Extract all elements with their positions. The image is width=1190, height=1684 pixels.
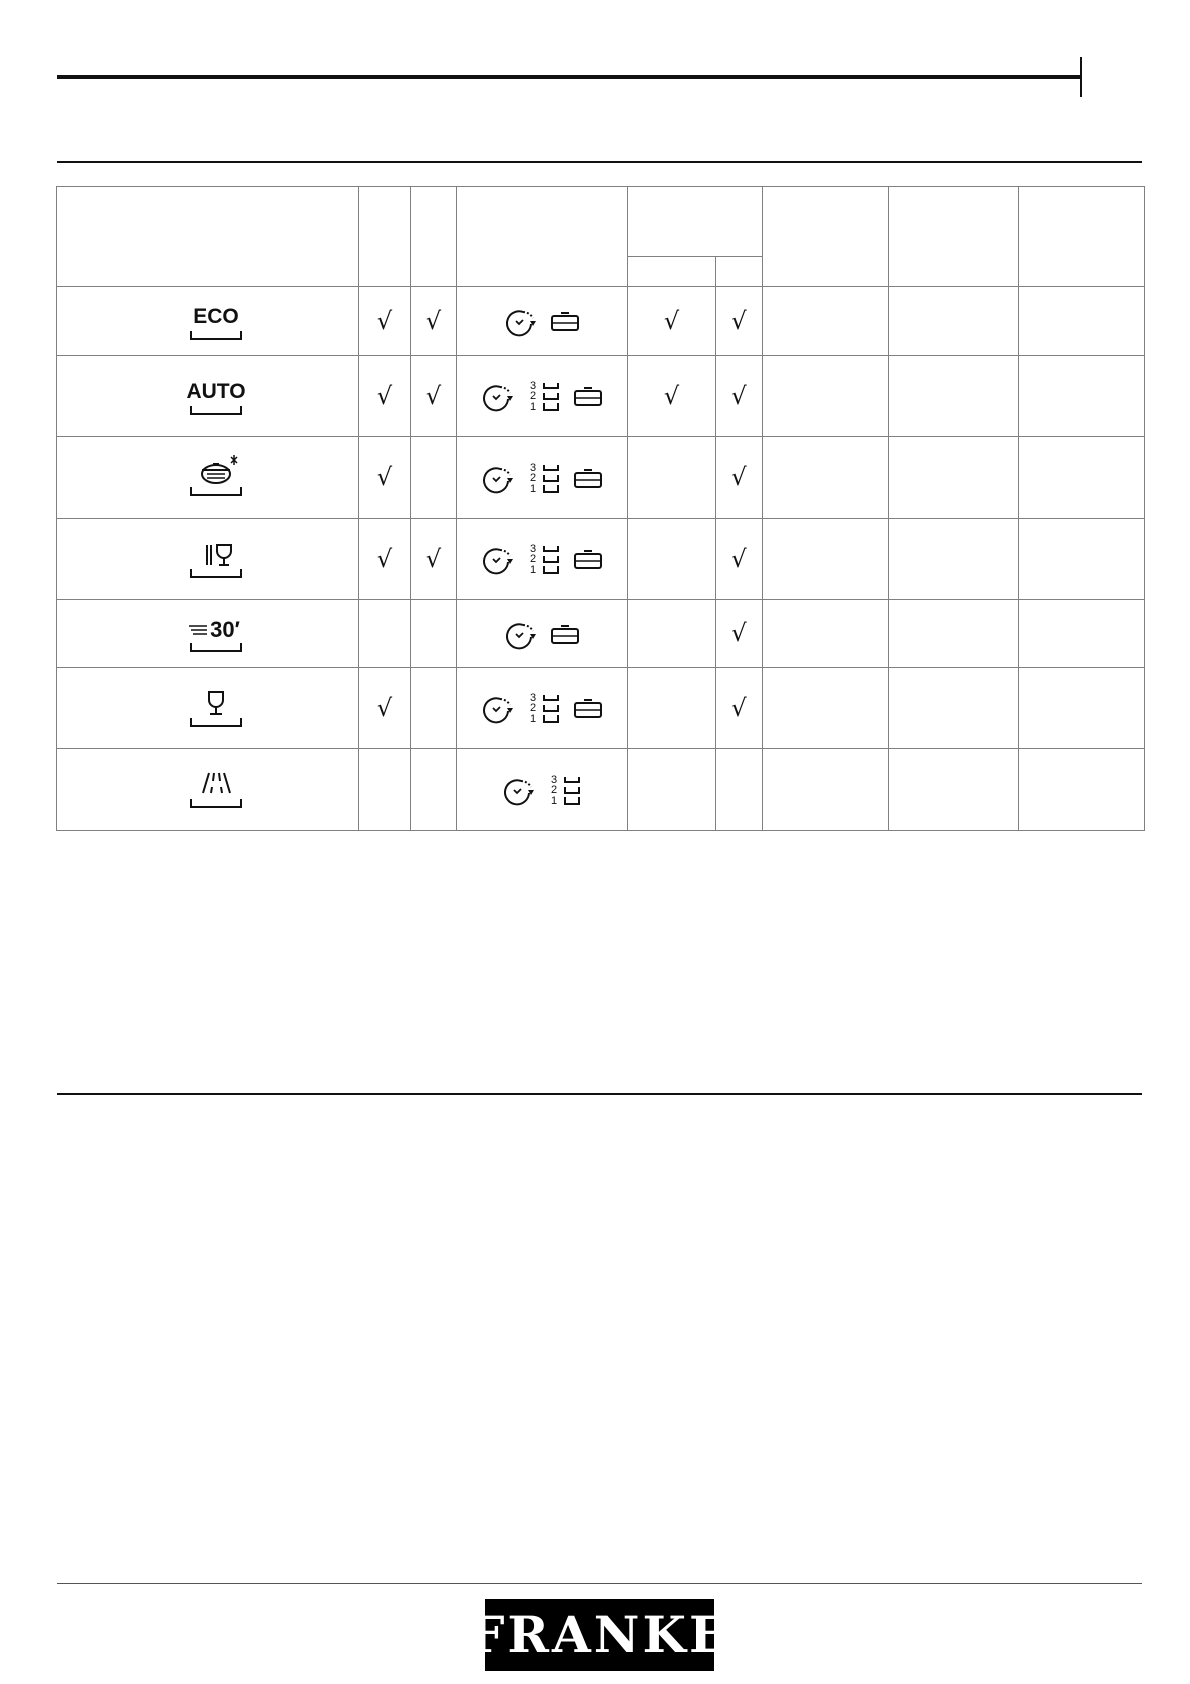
zone-number: 2 — [529, 390, 537, 402]
group-b-cell — [716, 668, 763, 749]
group-a-cell — [628, 668, 716, 749]
col5-cell — [763, 600, 889, 668]
option-col1-cell — [359, 600, 411, 668]
glass-program-icon — [187, 684, 245, 728]
delay-start-icon — [480, 542, 516, 576]
tablet-icon — [549, 621, 581, 647]
option-col2-cell — [411, 668, 457, 749]
header-rule-tick — [1080, 57, 1082, 97]
group-a-cell — [628, 287, 716, 356]
option-col1-cell — [359, 287, 411, 356]
zone-wash-icon — [526, 541, 562, 577]
header-col2 — [411, 187, 457, 287]
zone-number: 1 — [529, 713, 537, 725]
program-table — [56, 186, 1145, 831]
check-mark: √ — [376, 463, 393, 491]
check-mark: √ — [731, 693, 747, 722]
header-group-a — [628, 257, 716, 287]
options-cell — [457, 749, 628, 831]
options-cell — [457, 356, 628, 437]
option-col2-cell — [411, 437, 457, 519]
tablet-icon — [572, 546, 604, 572]
header-program — [57, 187, 359, 287]
group-b-cell — [716, 356, 763, 437]
zone-number: 2 — [529, 553, 537, 565]
header-col5 — [763, 187, 889, 287]
group-a-cell — [628, 519, 716, 600]
option-col2-cell — [411, 287, 457, 356]
check-mark: √ — [376, 306, 393, 335]
options-cell — [457, 600, 628, 668]
check-mark: √ — [731, 544, 747, 573]
zone-number: 2 — [550, 783, 558, 796]
program-icon-wrap — [187, 684, 245, 733]
col5-cell — [763, 437, 889, 519]
zone-number: 2 — [529, 471, 537, 484]
prewash-icon — [187, 765, 245, 809]
col6-cell — [889, 668, 1019, 749]
check-mark: √ — [376, 544, 393, 573]
group-b-cell — [716, 437, 763, 519]
header-col1 — [359, 187, 411, 287]
zone-number: 1 — [529, 564, 537, 576]
zone-wash-icon — [526, 378, 562, 414]
header-options — [457, 187, 628, 287]
delay-start-icon — [503, 304, 539, 338]
check-mark: √ — [731, 306, 747, 335]
delay-start-icon — [501, 773, 537, 807]
col5-cell — [763, 519, 889, 600]
option-col1-cell — [359, 519, 411, 600]
col6-cell — [889, 519, 1019, 600]
zone-number: 3 — [550, 773, 558, 786]
option-col2-cell — [411, 356, 457, 437]
col7-cell — [1019, 749, 1145, 831]
col6-cell — [889, 356, 1019, 437]
options-cell — [457, 668, 628, 749]
check-mark: √ — [731, 381, 747, 410]
zone-wash-icon — [547, 772, 583, 808]
mixed-load-icon — [187, 535, 245, 579]
group-b-cell — [716, 749, 763, 831]
program-cell — [57, 749, 359, 831]
options-cell — [457, 519, 628, 600]
table-row — [57, 749, 1145, 831]
program-icon-wrap — [187, 453, 245, 502]
footer-rule — [57, 1583, 1142, 1584]
zone-number: 3 — [529, 692, 537, 704]
group-b-cell — [716, 600, 763, 668]
col7-cell — [1019, 287, 1145, 356]
option-col2-cell — [411, 519, 457, 600]
quick-wash-icon — [187, 609, 245, 653]
zone-number: 1 — [529, 401, 537, 413]
table-row — [57, 437, 1145, 519]
section-rule-top — [57, 161, 1142, 163]
brand-name: FRANKE — [468, 1605, 731, 1664]
col6-cell — [889, 437, 1019, 519]
delay-start-icon — [503, 617, 539, 651]
tablet-icon — [572, 383, 604, 409]
col5-cell — [763, 749, 889, 831]
program-cell — [57, 437, 359, 519]
option-col1-cell — [359, 668, 411, 749]
group-b-cell — [716, 519, 763, 600]
check-mark: √ — [425, 544, 442, 573]
group-a-cell — [628, 437, 716, 519]
check-mark: √ — [731, 619, 747, 647]
tablet-icon — [572, 465, 604, 491]
col5-cell — [763, 287, 889, 356]
col6-cell — [889, 600, 1019, 668]
zone-number: 2 — [529, 702, 537, 714]
check-mark: √ — [376, 693, 393, 722]
check-mark: √ — [425, 381, 442, 410]
delay-start-icon — [480, 379, 516, 413]
program-label: 30′ — [210, 617, 240, 642]
header-group-b — [716, 257, 763, 287]
option-col1-cell — [359, 749, 411, 831]
col5-cell — [763, 668, 889, 749]
table-row — [57, 519, 1145, 600]
auto-program-icon — [187, 372, 245, 416]
program-cell — [57, 600, 359, 668]
col7-cell — [1019, 600, 1145, 668]
zone-number: 1 — [550, 794, 558, 807]
program-cell — [57, 287, 359, 356]
tablet-icon — [549, 308, 581, 334]
check-mark: √ — [376, 381, 393, 410]
option-col1-cell — [359, 437, 411, 519]
header-rule — [57, 75, 1082, 79]
zone-wash-icon — [526, 690, 562, 726]
options-cell — [457, 287, 628, 356]
header-group — [628, 187, 763, 257]
table-row — [57, 600, 1145, 668]
zone-wash-icon — [526, 460, 562, 496]
program-icon-wrap — [187, 372, 245, 421]
section-rule-bottom — [57, 1093, 1142, 1095]
program-icon-wrap — [187, 609, 245, 658]
option-col2-cell — [411, 749, 457, 831]
program-label: ECO — [193, 304, 239, 328]
zone-number: 3 — [529, 543, 537, 555]
eco-program-icon — [187, 297, 245, 341]
col5-cell — [763, 356, 889, 437]
check-mark: √ — [425, 306, 442, 335]
group-a-cell — [628, 600, 716, 668]
zone-number: 3 — [529, 380, 537, 392]
group-b-cell — [716, 287, 763, 356]
col7-cell — [1019, 356, 1145, 437]
col7-cell — [1019, 668, 1145, 749]
col6-cell — [889, 749, 1019, 831]
options-cell — [457, 437, 628, 519]
header-col7 — [1019, 187, 1145, 287]
option-col2-cell — [411, 600, 457, 668]
intensive-pot-icon — [187, 453, 245, 497]
program-icon-wrap — [187, 765, 245, 814]
group-a-cell — [628, 749, 716, 831]
col7-cell — [1019, 519, 1145, 600]
delay-start-icon — [480, 691, 516, 725]
check-mark: √ — [731, 463, 747, 491]
program-cell — [57, 519, 359, 600]
table-row — [57, 668, 1145, 749]
program-label: AUTO — [187, 379, 245, 403]
program-icon-wrap — [187, 535, 245, 584]
col7-cell — [1019, 437, 1145, 519]
franke-logo — [468, 1599, 731, 1671]
program-cell — [57, 668, 359, 749]
check-mark: √ — [663, 381, 680, 410]
table-row — [57, 356, 1145, 437]
tablet-icon — [572, 695, 604, 721]
check-mark: √ — [663, 306, 680, 335]
zone-number: 1 — [529, 482, 537, 495]
program-cell — [57, 356, 359, 437]
header-col6 — [889, 187, 1019, 287]
option-col1-cell — [359, 356, 411, 437]
table-row — [57, 287, 1145, 356]
program-icon-wrap — [187, 297, 245, 346]
col6-cell — [889, 287, 1019, 356]
zone-number: 3 — [529, 461, 537, 474]
delay-start-icon — [480, 461, 516, 495]
group-a-cell — [628, 356, 716, 437]
